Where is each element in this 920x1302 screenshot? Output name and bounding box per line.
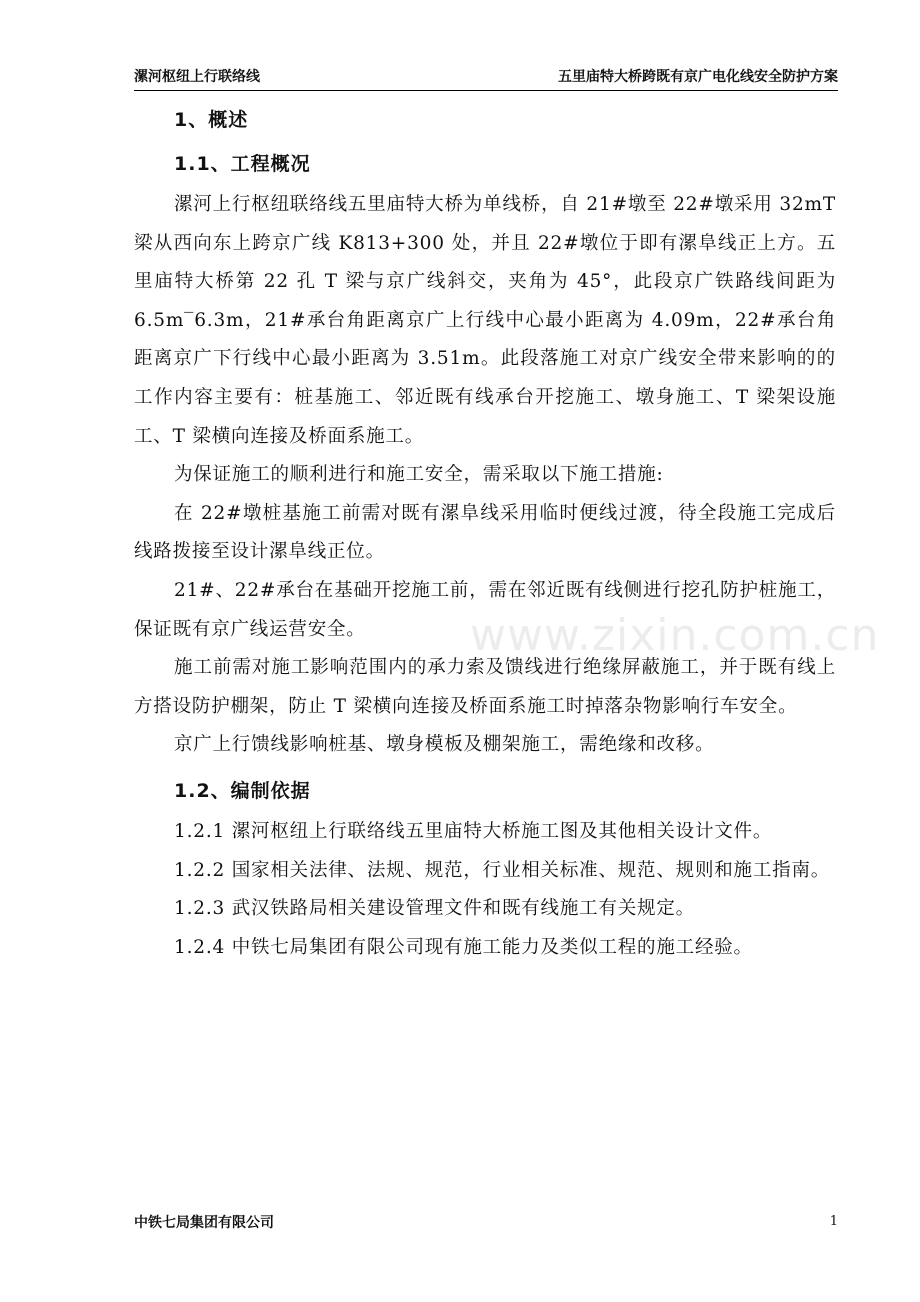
- paragraph-protection-piles: 21#、22#承台在基础开挖施工前，需在邻近既有线侧进行挖孔防护桩施工，保证既有京广线运营安全。: [134, 579, 836, 640]
- header-right-title: 五里庙特大桥跨既有京广电化线安全防护方案: [558, 69, 838, 85]
- basis-item-4: 1.2.4 中铁七局集团有限公司现有施工能力及类似工程的施工经验。: [174, 936, 753, 958]
- paragraph-project-description: 漯河上行枢纽联络线五里庙特大桥为单线桥，自 21#墩至 22#墩采用 32mT 梁从西向东上跨京广线 K813+300 处，并且 22#墩位于即有漯阜线正上方。五里庙特大桥第 22 孔 T 梁与京广线斜交，夹角为 45°，此段京广铁路线间距为 6.5m‾6.3m，21#承台角距离京广上行线中心最小距离为 4.09m，22#承台角距离京广下行线中心最小距离为 3.51m。此段落施工对京广线安全带来影响的的工作内容主要有：桩基施工、邻近既有线承台开挖施工、墩身施工、T 梁架设施工、T 梁横向连接及桥面系施工。: [134, 194, 836, 447]
- paragraph-insulation-shed: 施工前需对施工影响范围内的承力索及馈线进行绝缘屏蔽施工，并于既有线上方搭设防护棚架，防止 T 梁横向连接及桥面系施工时掉落杂物影响行车安全。: [134, 657, 836, 717]
- section-heading-basis: 1.2、编制依据: [174, 779, 311, 802]
- page-header: [134, 64, 838, 91]
- section-heading-overview: 1、概述: [174, 109, 249, 131]
- watermark: www.zixin.com.cn: [470, 610, 880, 661]
- paragraph-measures-intro: 为保证施工的顺利进行和施工安全，需采取以下施工措施:: [174, 464, 664, 486]
- page-number: 1: [829, 1214, 838, 1229]
- basis-item-2: 1.2.2 国家相关法律、法规、规范，行业相关标准、规范、规则和施工指南。: [174, 859, 831, 881]
- paragraph-feeder-relocation: 京广上行馈线影响桩基、墩身模板及棚架施工，需绝缘和改移。: [174, 734, 715, 756]
- basis-item-1: 1.2.1 漯河枢纽上行联络线五里庙特大桥施工图及其他相关设计文件。: [174, 820, 773, 842]
- page-footer: [134, 1212, 838, 1234]
- section-heading-project-overview: 1.1、工程概况: [174, 153, 311, 175]
- footer-company: 中铁七局集团有限公司: [134, 1215, 274, 1231]
- header-left-title: 漯河枢纽上行联络线: [134, 69, 260, 85]
- document-body: [134, 96, 836, 967]
- basis-item-3: 1.2.3 武汉铁路局相关建设管理文件和既有线施工有关规定。: [174, 898, 695, 920]
- paragraph-temporary-line: 在 22#墩桩基施工前需对既有漯阜线采用临时便线过渡，待全段施工完成后线路拨接至设计漯阜线正位。: [134, 502, 836, 563]
